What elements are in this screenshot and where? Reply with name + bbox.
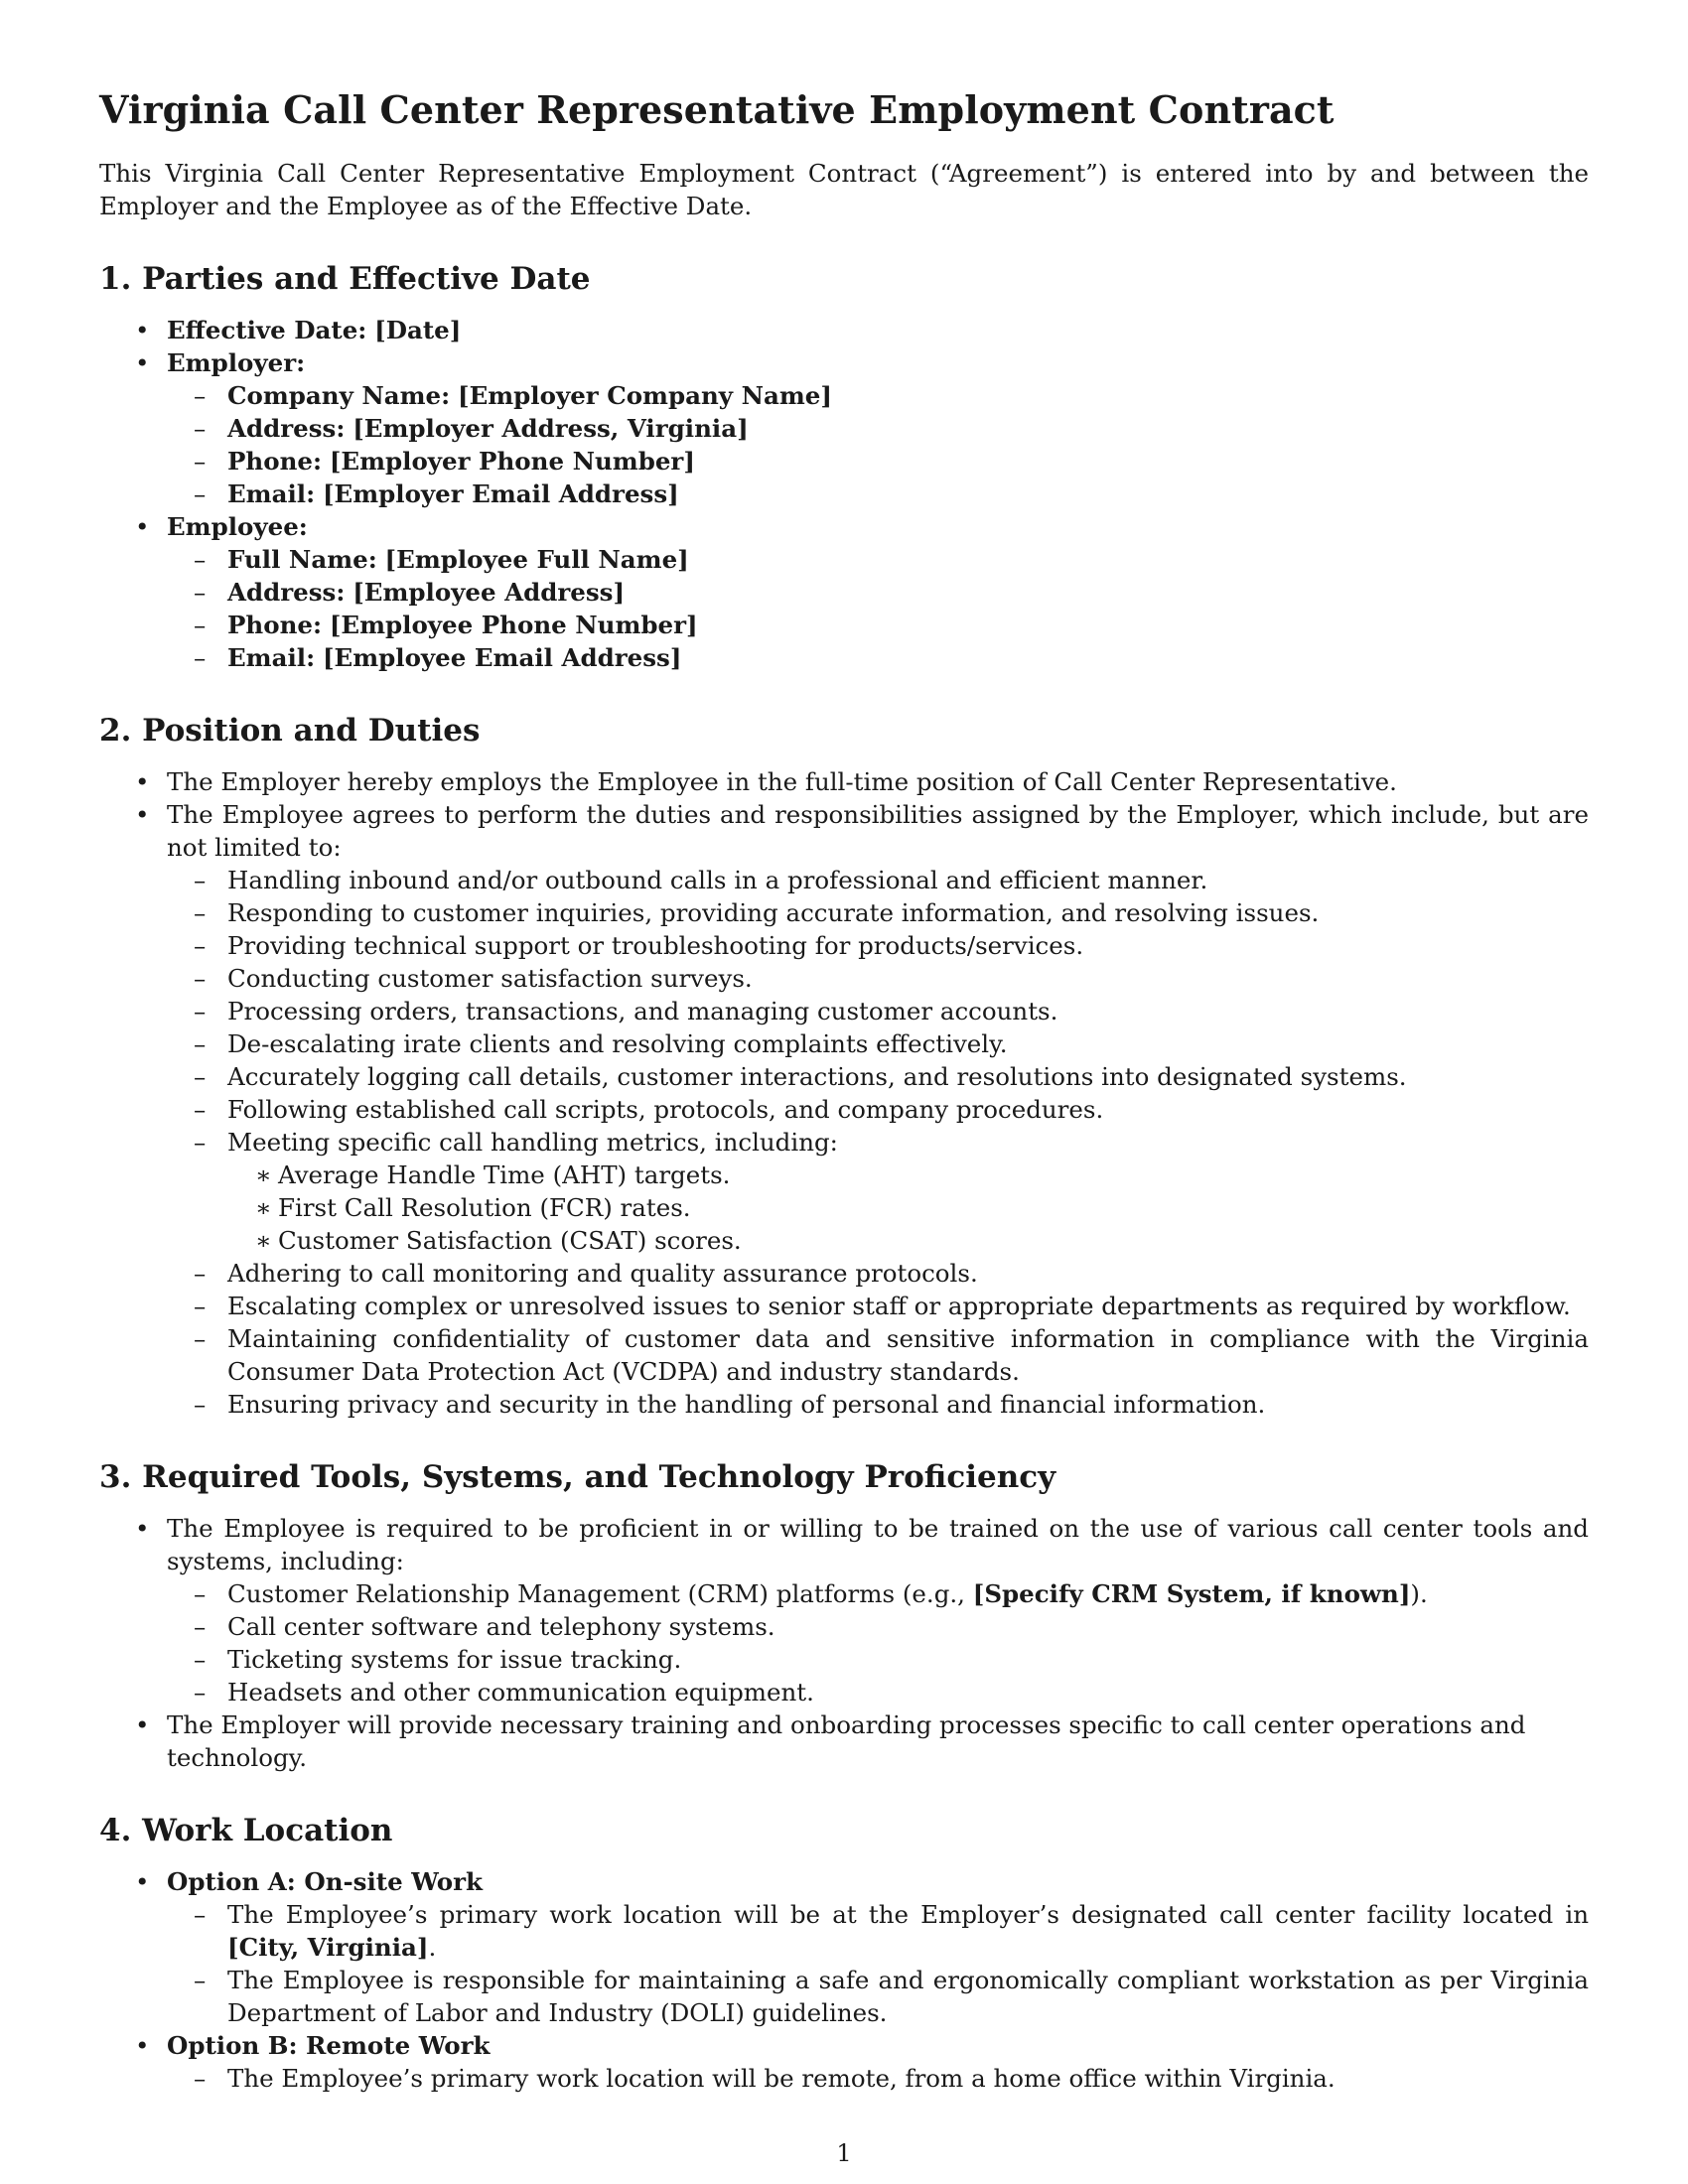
duty-text: Handling inbound and/or outbound calls in a professional and efficient manner. xyxy=(227,866,1208,894)
tool-text: Call center software and telephony systems. xyxy=(227,1612,775,1641)
dash: – xyxy=(194,1292,207,1320)
field-value: [Employee Phone Number] xyxy=(329,611,698,639)
duties-list xyxy=(99,765,1589,1421)
bullet: • xyxy=(135,767,150,796)
list-item xyxy=(160,2062,1589,2095)
field-label: Address: xyxy=(227,578,346,607)
dash: – xyxy=(194,1645,207,1674)
metrics-list xyxy=(211,1159,1589,1257)
list-item xyxy=(99,1708,1589,1774)
list-item xyxy=(160,1676,1589,1708)
field-label: Company Name: xyxy=(227,381,451,410)
list-item xyxy=(160,1322,1589,1388)
dash: – xyxy=(194,1095,207,1124)
tools-list xyxy=(99,1512,1589,1774)
list-item xyxy=(99,1865,1589,2029)
training-text: The Employer will provide necessary training and onboarding processes specific to call center operations and technology. xyxy=(167,1710,1526,1772)
bullet: • xyxy=(135,1710,150,1739)
document-title: Virginia Call Center Representative Employment Contract xyxy=(99,87,1335,132)
list-item xyxy=(99,510,1589,674)
list-item xyxy=(160,445,1589,478)
asterisk: ∗ xyxy=(255,1226,272,1255)
list-item xyxy=(160,1388,1589,1421)
list-item xyxy=(160,1093,1589,1126)
dash: – xyxy=(194,1678,207,1706)
duty-text: Providing technical support or troubleshooting for products/services. xyxy=(227,931,1084,960)
duty-items xyxy=(160,864,1589,1421)
effective-date-value: [Date] xyxy=(374,316,462,344)
field-value: [Employer Email Address] xyxy=(322,479,679,508)
tool-text: Headsets and other communication equipment. xyxy=(227,1678,814,1706)
duty-text: Maintaining confidentiality of customer data and sensitive information in compliance with the Virginia Consumer Data Protection Act (VCDPA) and industry standards. xyxy=(227,1324,1589,1386)
field-value: [Employer Company Name] xyxy=(457,381,832,410)
option-a-label: Option A: On-site Work xyxy=(167,1867,483,1896)
dash: – xyxy=(194,2064,207,2093)
option-a-items xyxy=(160,1898,1589,2029)
list-item xyxy=(160,1290,1589,1322)
list-item xyxy=(160,1643,1589,1676)
dash: – xyxy=(194,1324,207,1353)
employer-label: Employer: xyxy=(167,348,306,377)
employee-label: Employee: xyxy=(167,512,308,541)
tools-intro-text: The Employee is required to be proficient in or willing to be trained on the use of various call center tools and systems, including: xyxy=(167,1514,1589,1575)
dash: – xyxy=(194,866,207,894)
section-2-heading: 2. Position and Duties xyxy=(99,713,481,749)
tool-items xyxy=(160,1577,1589,1708)
list-item xyxy=(160,1060,1589,1093)
duty-text: Ensuring privacy and security in the handling of personal and financial information. xyxy=(227,1390,1266,1419)
metric-text: First Call Resolution (FCR) rates. xyxy=(278,1193,691,1222)
dash: – xyxy=(194,479,207,508)
dash: – xyxy=(194,1128,207,1157)
dash: – xyxy=(194,545,207,574)
dash: – xyxy=(194,898,207,927)
list-item xyxy=(211,1191,1589,1224)
field-value: [Employer Address, Virginia] xyxy=(352,414,749,443)
duty-text: Accurately logging call details, customer interactions, and resolutions into designated systems. xyxy=(227,1062,1407,1091)
parties-list xyxy=(99,314,1589,674)
list-item xyxy=(160,1610,1589,1643)
dash: – xyxy=(194,1390,207,1419)
list-item xyxy=(160,412,1589,445)
list-item xyxy=(99,2029,1589,2095)
crm-placeholder: [Specify CRM System, if known] xyxy=(972,1579,1411,1608)
remote-text: The Employee’s primary work location will be remote, from a home office within Virginia. xyxy=(227,2064,1336,2093)
dash: – xyxy=(194,1029,207,1058)
list-item xyxy=(160,896,1589,929)
dash: – xyxy=(194,964,207,993)
city-placeholder: [City, Virginia] xyxy=(227,1933,429,1962)
field-label: Phone: xyxy=(227,611,323,639)
employee-list xyxy=(160,543,1589,674)
duty-text: Responding to customer inquiries, providing accurate information, and resolving issues. xyxy=(227,898,1320,927)
bullet: • xyxy=(135,316,150,344)
section-4-heading: 4. Work Location xyxy=(99,1813,393,1848)
intro-paragraph: This Virginia Call Center Representative Employment Contract (“Agreement”) is entered into by and between the Employer and the Employee as of the Effective Date. xyxy=(99,159,1589,220)
asterisk: ∗ xyxy=(255,1193,272,1222)
duty-text: Meeting specific call handling metrics, including: xyxy=(227,1128,838,1157)
bullet: • xyxy=(135,2031,150,2060)
dash: – xyxy=(194,381,207,410)
list-item xyxy=(211,1224,1589,1257)
field-label: Email: xyxy=(227,479,316,508)
field-label: Address: xyxy=(227,414,346,443)
dash: – xyxy=(194,931,207,960)
list-item xyxy=(160,641,1589,674)
option-b-items xyxy=(160,2062,1589,2095)
dash: – xyxy=(194,1900,207,1929)
position-text: The Employer hereby employs the Employee in the full-time position of Call Center Representative. xyxy=(167,767,1397,796)
onsite-suffix: . xyxy=(428,1933,437,1962)
bullet: • xyxy=(135,800,150,829)
employer-list xyxy=(160,379,1589,510)
dash: – xyxy=(194,578,207,607)
bullet: • xyxy=(135,1514,150,1543)
dash: – xyxy=(194,1966,207,1994)
section-3-heading: 3. Required Tools, Systems, and Technology Proficiency xyxy=(99,1459,1056,1495)
list-item xyxy=(160,1577,1589,1610)
list-item xyxy=(160,576,1589,609)
option-b-label: Option B: Remote Work xyxy=(167,2031,491,2060)
asterisk: ∗ xyxy=(255,1160,272,1189)
duty-text: Conducting customer satisfaction surveys. xyxy=(227,964,753,993)
list-item xyxy=(160,1964,1589,2029)
tool-text: Ticketing systems for issue tracking. xyxy=(227,1645,682,1674)
list-item xyxy=(99,1512,1589,1708)
duty-text: De-escalating irate clients and resolving complaints effectively. xyxy=(227,1029,1008,1058)
field-value: [Employee Email Address] xyxy=(322,643,682,672)
list-item xyxy=(99,798,1589,1421)
list-item xyxy=(160,1126,1589,1257)
dash: – xyxy=(194,997,207,1025)
list-item xyxy=(99,346,1589,510)
field-value: [Employee Address] xyxy=(352,578,626,607)
crm-text: Customer Relationship Management (CRM) platforms (e.g., xyxy=(227,1579,973,1608)
list-item xyxy=(160,478,1589,510)
duty-text: Escalating complex or unresolved issues to senior staff or appropriate departments as required by workflow. xyxy=(227,1292,1571,1320)
list-item xyxy=(160,379,1589,412)
section-1-heading: 1. Parties and Effective Date xyxy=(99,261,591,297)
crm-suffix: ). xyxy=(1410,1579,1428,1608)
location-list xyxy=(99,1865,1589,2095)
metric-text: Average Handle Time (AHT) targets. xyxy=(278,1160,731,1189)
bullet: • xyxy=(135,512,150,541)
duty-text: Following established call scripts, protocols, and company procedures. xyxy=(227,1095,1104,1124)
dash: – xyxy=(194,1259,207,1288)
bullet: • xyxy=(135,348,150,377)
dash: – xyxy=(194,1579,207,1608)
field-label: Full Name: xyxy=(227,545,377,574)
list-item xyxy=(160,929,1589,962)
duties-intro-text: The Employee agrees to perform the duties and responsibilities assigned by the Employer, which include, but are not limited to: xyxy=(167,800,1589,862)
field-value: [Employee Full Name] xyxy=(384,545,689,574)
onsite-text: The Employee’s primary work location will be at the Employer’s designated call center facility located in xyxy=(227,1900,1589,1929)
duty-text: Processing orders, transactions, and managing customer accounts. xyxy=(227,997,1058,1025)
dash: – xyxy=(194,447,207,476)
page-number: 1 xyxy=(836,2139,852,2167)
document-page xyxy=(99,87,1589,2095)
metric-text: Customer Satisfaction (CSAT) scores. xyxy=(278,1226,742,1255)
list-item xyxy=(99,765,1589,798)
list-item xyxy=(160,995,1589,1027)
list-item xyxy=(160,1898,1589,1964)
dash: – xyxy=(194,611,207,639)
dash: – xyxy=(194,1612,207,1641)
list-item xyxy=(160,1257,1589,1290)
list-item xyxy=(160,543,1589,576)
list-item xyxy=(160,609,1589,641)
list-item xyxy=(211,1159,1589,1191)
duty-text: Adhering to call monitoring and quality assurance protocols. xyxy=(227,1259,978,1288)
field-value: [Employer Phone Number] xyxy=(329,447,695,476)
dash: – xyxy=(194,1062,207,1091)
list-item xyxy=(99,314,1589,346)
field-label: Email: xyxy=(227,643,316,672)
dash: – xyxy=(194,414,207,443)
list-item xyxy=(160,1027,1589,1060)
effective-date-label: Effective Date: xyxy=(167,316,367,344)
bullet: • xyxy=(135,1867,150,1896)
workstation-text: The Employee is responsible for maintaining a safe and ergonomically compliant workstation as per Virginia Department of Labor and Industry (DOLI) guidelines. xyxy=(227,1966,1589,2027)
dash: – xyxy=(194,643,207,672)
field-label: Phone: xyxy=(227,447,323,476)
list-item xyxy=(160,864,1589,896)
list-item xyxy=(160,962,1589,995)
